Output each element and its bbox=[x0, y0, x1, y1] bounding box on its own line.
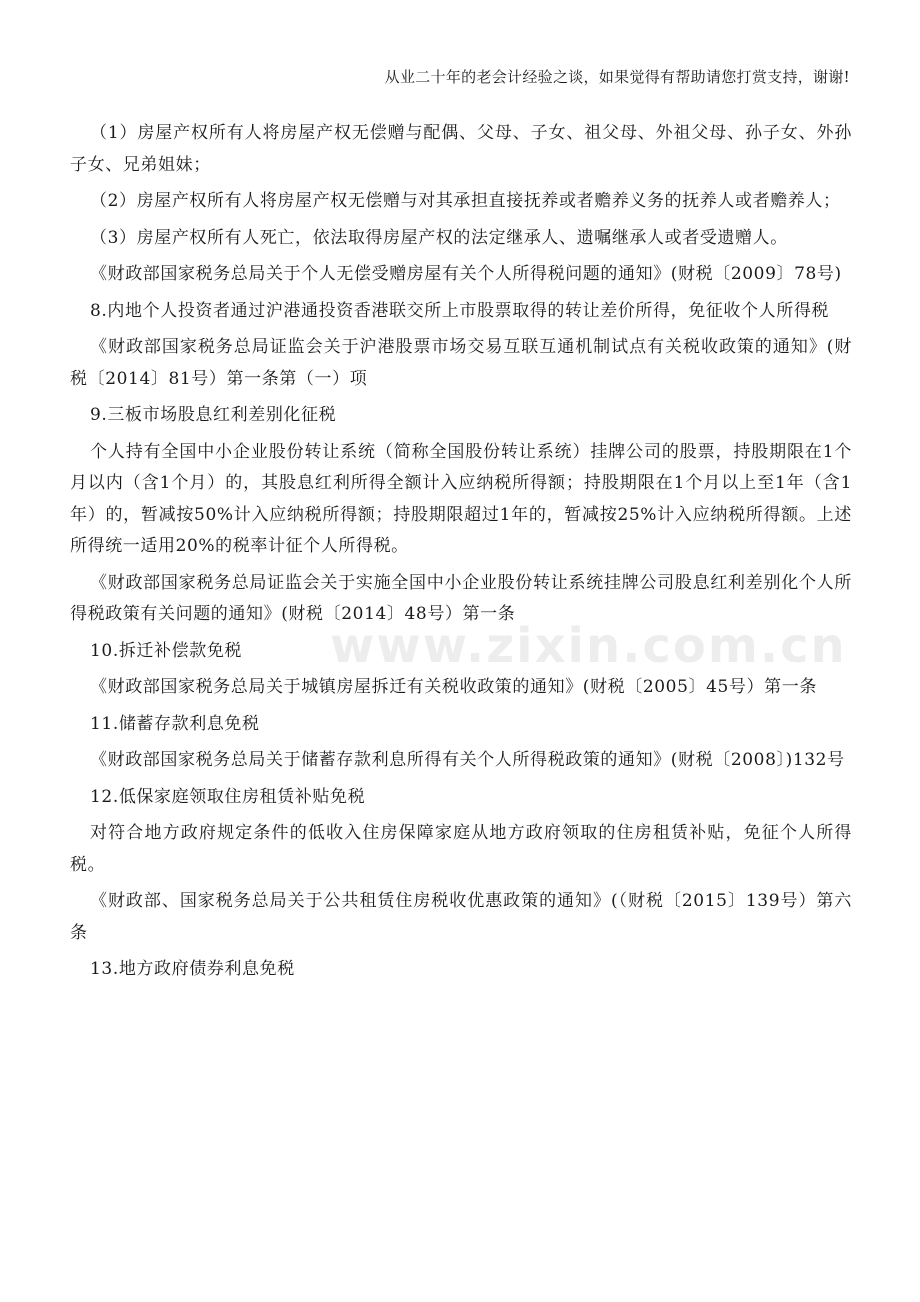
section-heading: 11.储蓄存款利息免税 bbox=[90, 713, 260, 734]
citation: 《财政部国家税务总局证监会关于沪港股票市场交易互联互通机制试点有关税收政策的通知》(财税〔2014〕81号）第一条第（一）项 bbox=[70, 337, 852, 389]
section-heading: 9.三板市场股息红利差别化征税 bbox=[90, 405, 337, 425]
watermark: www.zixin.com.cn bbox=[330, 618, 847, 674]
citation: 《财政部国家税务总局证监会关于实施全国中小企业股份转让系统挂牌公司股息红利差别化个人所得税政策有关问题的通知》(财税〔2014〕48号）第一条 bbox=[70, 572, 852, 624]
citation: 《财政部国家税务总局关于储蓄存款利息所得有关个人所得税政策的通知》(财税〔2008〕)132号 bbox=[90, 750, 845, 770]
section-heading: 10.拆迁补偿款免税 bbox=[90, 640, 243, 661]
paragraph: （2）房屋产权所有人将房屋产权无偿赠与对其承担直接抚养或者赡养义务的抚养人或者赡养人； bbox=[90, 191, 841, 211]
citation: 《财政部国家税务总局关于城镇房屋拆迁有关税收政策的通知》(财税〔2005〕45号）第一条 bbox=[90, 677, 817, 697]
citation: 《财政部、国家税务总局关于公共租赁住房税收优惠政策的通知》(（财税〔2015〕139号）第六条 bbox=[70, 891, 852, 943]
section-heading: 13.地方政府债券利息免税 bbox=[90, 959, 295, 979]
header-note: 从业二十年的老会计经验之谈，如果觉得有帮助请您打赏支持，谢谢! bbox=[384, 68, 850, 86]
paragraph: （3）房屋产权所有人死亡，依法取得房屋产权的法定继承人、遗嘱继承人或者受遗赠人。 bbox=[90, 227, 788, 248]
paragraph: 对符合地方政府规定条件的低收入住房保障家庭从地方政府领取的住房租赁补贴，免征个人所得税。 bbox=[70, 823, 852, 875]
document-body bbox=[70, 118, 852, 991]
section-heading: 12.低保家庭领取住房租赁补贴免税 bbox=[90, 786, 366, 807]
paragraph: （1）房屋产权所有人将房屋产权无偿赠与配偶、父母、子女、祖父母、外祖父母、孙子女、外孙子女、兄弟姐妹； bbox=[70, 123, 852, 175]
section-heading: 8.内地个人投资者通过沪港通投资香港联交所上市股票取得的转让差价所得，免征收个人所得税 bbox=[90, 300, 830, 321]
citation: 《财政部国家税务总局关于个人无偿受赠房屋有关个人所得税问题的通知》(财税〔2009〕78号) bbox=[90, 264, 842, 284]
paragraph: 个人持有全国中小企业股份转让系统（简称全国股份转让系统）挂牌公司的股票，持股期限在1个月以内（含1个月）的，其股息红利所得全额计入应纳税所得额；持股期限在1个月以上至1年（含1年）的，暂减按50%计入应纳税所得额；持股期限超过1年的，暂减按25%计入应纳税所得额。上述所得统一适用20%的税率计征个人所得税。 bbox=[70, 441, 852, 556]
